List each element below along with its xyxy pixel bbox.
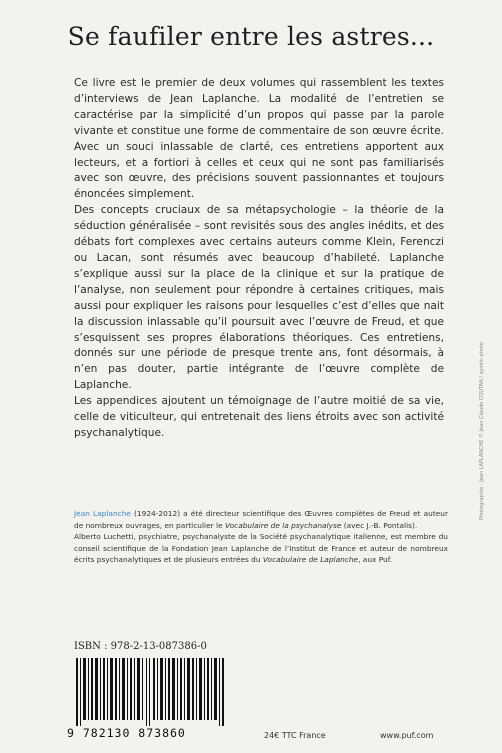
book-title: Se faufiler entre les astres... bbox=[67, 22, 435, 51]
author-bio-laplanche: Jean Laplanche (1924-2012) a été directeur scientifique des Œuvres complètes de Freud et auteur de nombreux ouvrages, en particulier le Vocabulaire de la psychanalyse (avec J.-B. Pontalis). bbox=[74, 509, 448, 530]
back-cover-blurb bbox=[74, 76, 444, 442]
author-bios bbox=[74, 508, 448, 566]
blurb-paragraph: Des concepts cruciaux de sa métapsychologie – la théorie de la séduction généralisée – sont revisités sous des angles inédits, et des débats fort complexes avec certains auteurs comme Klein, Ferenczi ou Lacan, sont résumés avec beaucoup d’habileté. Laplanche s’explique aussi sur la place de la clinique et sur la pratique de l’analyse, non seulement pour répondre à certaines critiques, mais aussi pour expliquer les raisons pour lesquelles c’est d’elles que nait la discussion inlassable qu’il poursuit avec l’œuvre de Freud, et que s’esquissent ses propres élaborations théoriques. Ces entretiens, donnés sur une période de presque trente ans, font désormais, à n’en pas douter, partie intégrante de l’œuvre complète de Laplanche. bbox=[74, 204, 444, 392]
author-bio-luchetti: Alberto Luchetti, psychiatre, psychanalyste de la Société psychanalytique italienne, est membre du conseil scientifique de la Fondation Jean Laplanche de l’Institut de France et auteur de nombreux écrits psychanalytiques et de plusieurs entrées du Vocabulaire de Laplanche, aux Puf. bbox=[74, 532, 448, 565]
barcode-number: 9 782130 873860 bbox=[67, 726, 186, 740]
photo-credit: Photographie : Jean LAPLANCHE © Jean Claude COUTAN / syndic-photo bbox=[479, 342, 485, 520]
publisher-website: www.puf.com bbox=[380, 731, 434, 740]
blurb-paragraph: Les appendices ajoutent un témoignage de l’autre moitié de sa vie, celle de viticulteur, qui entretenait des liens étroits avec son activité psychanalytique. bbox=[74, 395, 444, 439]
price-label: 24€ TTC France bbox=[264, 731, 326, 740]
author-name: Jean Laplanche bbox=[74, 509, 131, 518]
isbn-label: ISBN : 978-2-13-087386-0 bbox=[74, 641, 207, 652]
barcode-icon bbox=[74, 658, 226, 726]
blurb-paragraph: Ce livre est le premier de deux volumes qui rassemblent les textes d’interviews de Jean Laplanche. La modalité de l’entretien se caractérise par la simplicité d’un propos qui passe par la parole vivante et constitue une forme de commentaire de son œuvre écrite. Avec un souci inlassable de clarté, ces entretiens apportent aux lecteurs, et a fortiori à celles et ceux qui ne sont pas familiarisés avec son œuvre, des précisions souvent passionnantes et toujours énoncées simplement. bbox=[74, 77, 444, 201]
